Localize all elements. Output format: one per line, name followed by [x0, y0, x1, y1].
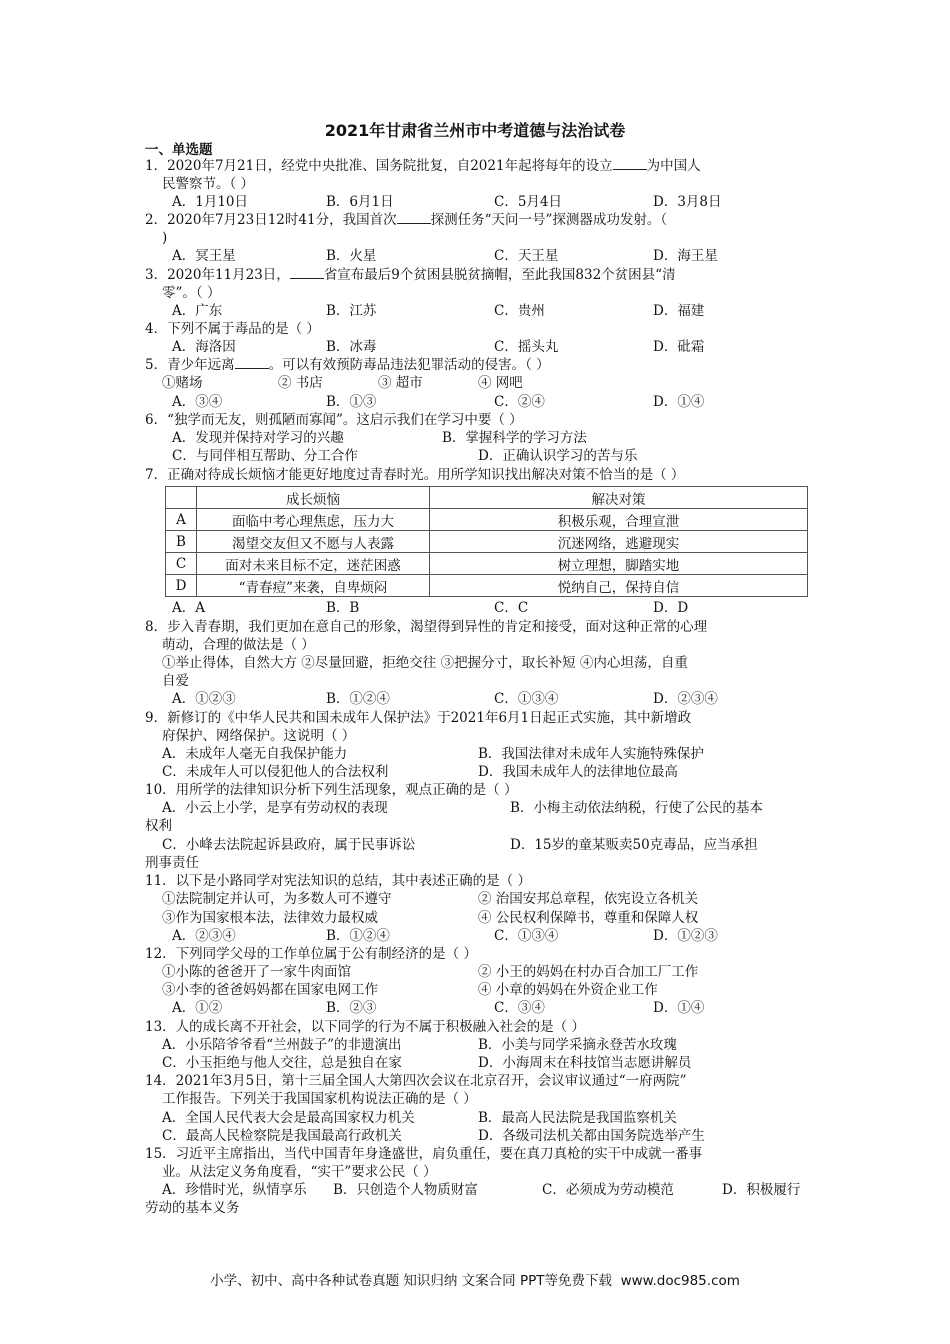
question-14-cont: 工作报告。下列关于我国国家机构说法正确的是（ ） — [162, 1091, 477, 1107]
option-a: A．③④ — [172, 394, 223, 410]
option-c: C．与同伴相互帮助、分工合作 — [172, 448, 358, 464]
question-6: 6．“独学而无友，则孤陋而寡闻”。这启示我们在学习中要（ ） — [145, 412, 523, 428]
statement-1: ①赌场 — [162, 375, 203, 391]
table-cell: 树立理想，脚踏实地 — [430, 553, 808, 575]
question-3 — [145, 266, 676, 284]
option-c: C．③④ — [494, 1000, 545, 1016]
option-d: D．3月8日 — [653, 194, 722, 210]
option-b: B．B — [326, 600, 360, 616]
option-b: B．最高人民法院是我国监察机关 — [478, 1110, 677, 1126]
option-b: B．小美与同学采摘永登苦水玫瑰 — [478, 1037, 677, 1053]
option-a: A．A — [172, 600, 205, 616]
table-cell: 沉迷网络，逃避现实 — [430, 531, 808, 553]
option-a: A．冥王星 — [172, 248, 236, 264]
option-c: C．必须成为劳动模范 — [542, 1182, 674, 1198]
question-text: 探测任务“天问一号”探测器成功发射。（ — [430, 212, 668, 228]
option-d: D．②③④ — [653, 691, 718, 707]
option-b: B．①②④ — [326, 928, 390, 944]
question-2-cont: ) — [162, 230, 168, 246]
option-d-cont: 劳动的基本义务 — [145, 1200, 240, 1216]
answer-blank — [290, 266, 324, 279]
option-d-cont: 刑事责任 — [145, 855, 199, 871]
question-text: 。可以有效预防毒品违法犯罪活动的侵害。（ ） — [268, 357, 550, 373]
option-a: A．小乐陪爷爷看“兰州鼓子”的非遗演出 — [162, 1037, 402, 1053]
question-text: 1．2020年7月21日，经党中央批准、国务院批复，自2021年起将每年的设立 — [145, 158, 613, 174]
question-15-cont: 业。从法定义务角度看，“实干”要求公民（ ） — [162, 1164, 437, 1180]
footer-site-link[interactable]: www.doc985.com — [620, 1273, 740, 1289]
option-d: D．各级司法机关都由国务院选举产生 — [478, 1128, 705, 1144]
question-13: 13．人的成长离不开社会，以下同学的行为不属于积极融入社会的是（ ） — [145, 1019, 585, 1035]
option-a: A．全国人民代表大会是最高国家权力机关 — [162, 1110, 415, 1126]
question-8-cont: 萌动，合理的做法是（ ） — [162, 637, 315, 653]
table-cell: 面临中考心理焦虑，压力大 — [197, 509, 430, 531]
option-b: B．火星 — [326, 248, 377, 264]
option-b: B．只创造个人物质财富 — [333, 1182, 478, 1198]
answer-blank — [397, 211, 431, 224]
option-b: B．6月1日 — [326, 194, 394, 210]
question-7: 7．正确对待成长烦恼才能更好地度过青春时光。用所学知识找出解决对策不恰当的是（ ） — [145, 467, 685, 483]
option-c: C．最高人民检察院是我国最高行政机关 — [162, 1128, 402, 1144]
option-c: C．②④ — [494, 394, 545, 410]
section-heading: 一、单选题 — [145, 142, 213, 158]
option-a: A．①②③ — [172, 691, 236, 707]
question-text: 5．青少年远离 — [145, 357, 235, 373]
option-c: C．C — [494, 600, 529, 616]
option-d: D．积极履行 — [722, 1182, 801, 1198]
table-header-row — [166, 487, 808, 509]
option-d: D．小海周末在科技馆当志愿讲解员 — [478, 1055, 692, 1071]
option-a: A．发现并保持对学习的兴趣 — [172, 430, 344, 446]
option-b: B．①②④ — [326, 691, 390, 707]
question-9: 9．新修订的《中华人民共和国未成年人保护法》于2021年6月1日起正式实施，其中新增政 — [145, 710, 692, 726]
option-d: D．正确认识学习的苦与乐 — [478, 448, 638, 464]
question-4: 4．下列不属于毒品的是（ ） — [145, 321, 320, 337]
statements-cont: 自爱 — [162, 673, 189, 689]
table-cell: C — [166, 553, 197, 575]
option-c: C．①③④ — [494, 691, 559, 707]
option-d: D．砒霜 — [653, 339, 705, 355]
option-b: B．冰毒 — [326, 339, 377, 355]
option-c: C．5月4日 — [494, 194, 563, 210]
statement-4: ④ 小章的妈妈在外资企业工作 — [478, 982, 658, 998]
question-11: 11．以下是小路同学对宪法知识的总结，其中表述正确的是（ ） — [145, 873, 531, 889]
option-c: C．摇头丸 — [494, 339, 559, 355]
table-cell: A — [166, 509, 197, 531]
statement-2: ② 书店 — [278, 375, 323, 391]
table-cell: “青春痘”来袭，自卑烦闷 — [197, 575, 430, 597]
option-c: C．①③④ — [494, 928, 559, 944]
option-d: D．①④ — [653, 1000, 705, 1016]
page-footer — [0, 1269, 950, 1289]
option-a: A．①② — [172, 1000, 223, 1016]
option-a: A．海洛因 — [172, 339, 236, 355]
table-cell: D — [166, 575, 197, 597]
statement-1: ①小陈的爸爸开了一家牛肉面馆 — [162, 964, 351, 980]
question-2 — [145, 211, 667, 229]
option-d: D．福建 — [653, 303, 705, 319]
option-d: D．D — [653, 600, 689, 616]
statement-3: ③小李的爸爸妈妈都在国家电网工作 — [162, 982, 378, 998]
option-d: D．①④ — [653, 394, 705, 410]
question-9-cont: 府保护、网络保护。这说明（ ） — [162, 728, 356, 744]
option-d: D．我国未成年人的法律地位最高 — [478, 764, 678, 780]
question-text: 2．2020年7月23日12时41分，我国首次 — [145, 212, 397, 228]
option-d: D．海王星 — [653, 248, 718, 264]
option-b: B．①③ — [326, 394, 377, 410]
table-header: 成长烦恼 — [197, 487, 430, 509]
option-b: B．江苏 — [326, 303, 377, 319]
option-c: C．小峰去法院起诉县政府，属于民事诉讼 — [162, 837, 416, 853]
question-text: 省宣布最后9个贫困县脱贫摘帽，至此我国832个贫困县“清 — [323, 267, 676, 283]
statement-4: ④ 公民权利保障书，尊重和保障人权 — [478, 910, 699, 926]
answer-blank — [235, 356, 269, 369]
statements: ①举止得体，自然大方 ②尽量回避，拒绝交往 ③把握分寸，取长补短 ④内心坦荡，自重 — [162, 655, 688, 671]
question-text: 为中国人 — [646, 158, 701, 174]
option-c: C．未成年人可以侵犯他人的合法权利 — [162, 764, 389, 780]
option-a: A．小云上小学，是享有劳动权的表现 — [162, 800, 388, 816]
question-8: 8．步入青春期，我们更加在意自己的形象，渴望得到异性的肯定和接受，面对这种正常的心理 — [145, 619, 708, 635]
table-row — [166, 553, 808, 575]
option-b: B．②③ — [326, 1000, 377, 1016]
option-a: A．②③④ — [172, 928, 236, 944]
option-b: B．我国法律对未成年人实施特殊保护 — [478, 746, 704, 762]
table-cell: 面对未来目标不定，迷茫困惑 — [197, 553, 430, 575]
table-cell: 渴望交友但又不愿与人表露 — [197, 531, 430, 553]
statement-4: ④ 网吧 — [478, 375, 523, 391]
option-d: D．①②③ — [653, 928, 718, 944]
question-3-cont: 零”。（ ） — [162, 285, 221, 301]
option-c: C．小玉拒绝与他人交往，总是独自在家 — [162, 1055, 402, 1071]
table-row — [166, 531, 808, 553]
table-row — [166, 509, 808, 531]
question-text: 3．2020年11月23日， — [145, 267, 290, 283]
page-title: 2021年甘肃省兰州市中考道德与法治试卷 — [324, 121, 626, 140]
option-b-cont: 权利 — [145, 818, 172, 834]
option-b: B．小梅主动依法纳税，行使了公民的基本 — [510, 800, 763, 816]
option-c: C．天王星 — [494, 248, 559, 264]
table-cell: B — [166, 531, 197, 553]
question-1-cont: 民警察节。（ ） — [162, 176, 255, 192]
statement-1: ①法院制定并认可，为多数人可不遵守 — [162, 891, 392, 907]
question-5 — [145, 356, 550, 374]
question-14: 14．2021年3月5日，第十三届全国人大第四次会议在北京召开，会议审议通过“一府两院” — [145, 1073, 687, 1089]
question-10: 10．用所学的法律知识分析下列生活现象，观点正确的是（ ） — [145, 782, 518, 798]
table-header: 解决对策 — [430, 487, 808, 509]
question-15: 15．习近平主席指出，当代中国青年身逢盛世，肩负重任，要在真刀真枪的实干中成就一番事 — [145, 1146, 703, 1162]
question-1 — [145, 157, 701, 175]
question-12: 12．下列同学父母的工作单位属于公有制经济的是（ ） — [145, 946, 477, 962]
table-cell — [166, 487, 197, 509]
statement-3: ③ 超市 — [378, 375, 423, 391]
option-c: C．贵州 — [494, 303, 545, 319]
statement-2: ② 治国安邦总章程，依宪设立各机关 — [478, 891, 699, 907]
answer-blank — [613, 157, 647, 170]
statement-2: ② 小王的妈妈在村办百合加工厂工作 — [478, 964, 699, 980]
statement-3: ③作为国家根本法，法律效力最权威 — [162, 910, 378, 926]
footer-text: 小学、初中、高中各种试卷真题 知识归纳 文案合同 PPT等免费下载 — [210, 1273, 612, 1289]
option-a: A．珍惜时光，纵情享乐 — [162, 1182, 307, 1198]
table-row — [166, 575, 808, 597]
worries-table — [165, 486, 808, 597]
option-b: B．掌握科学的学习方法 — [442, 430, 587, 446]
option-a: A．未成年人毫无自我保护能力 — [162, 746, 348, 762]
option-a: A．1月10日 — [172, 194, 249, 210]
option-a: A．广东 — [172, 303, 223, 319]
table-cell: 积极乐观，合理宣泄 — [430, 509, 808, 531]
option-d: D．15岁的童某贩卖50克毒品，应当承担 — [510, 837, 758, 853]
table-cell: 悦纳自己，保持自信 — [430, 575, 808, 597]
